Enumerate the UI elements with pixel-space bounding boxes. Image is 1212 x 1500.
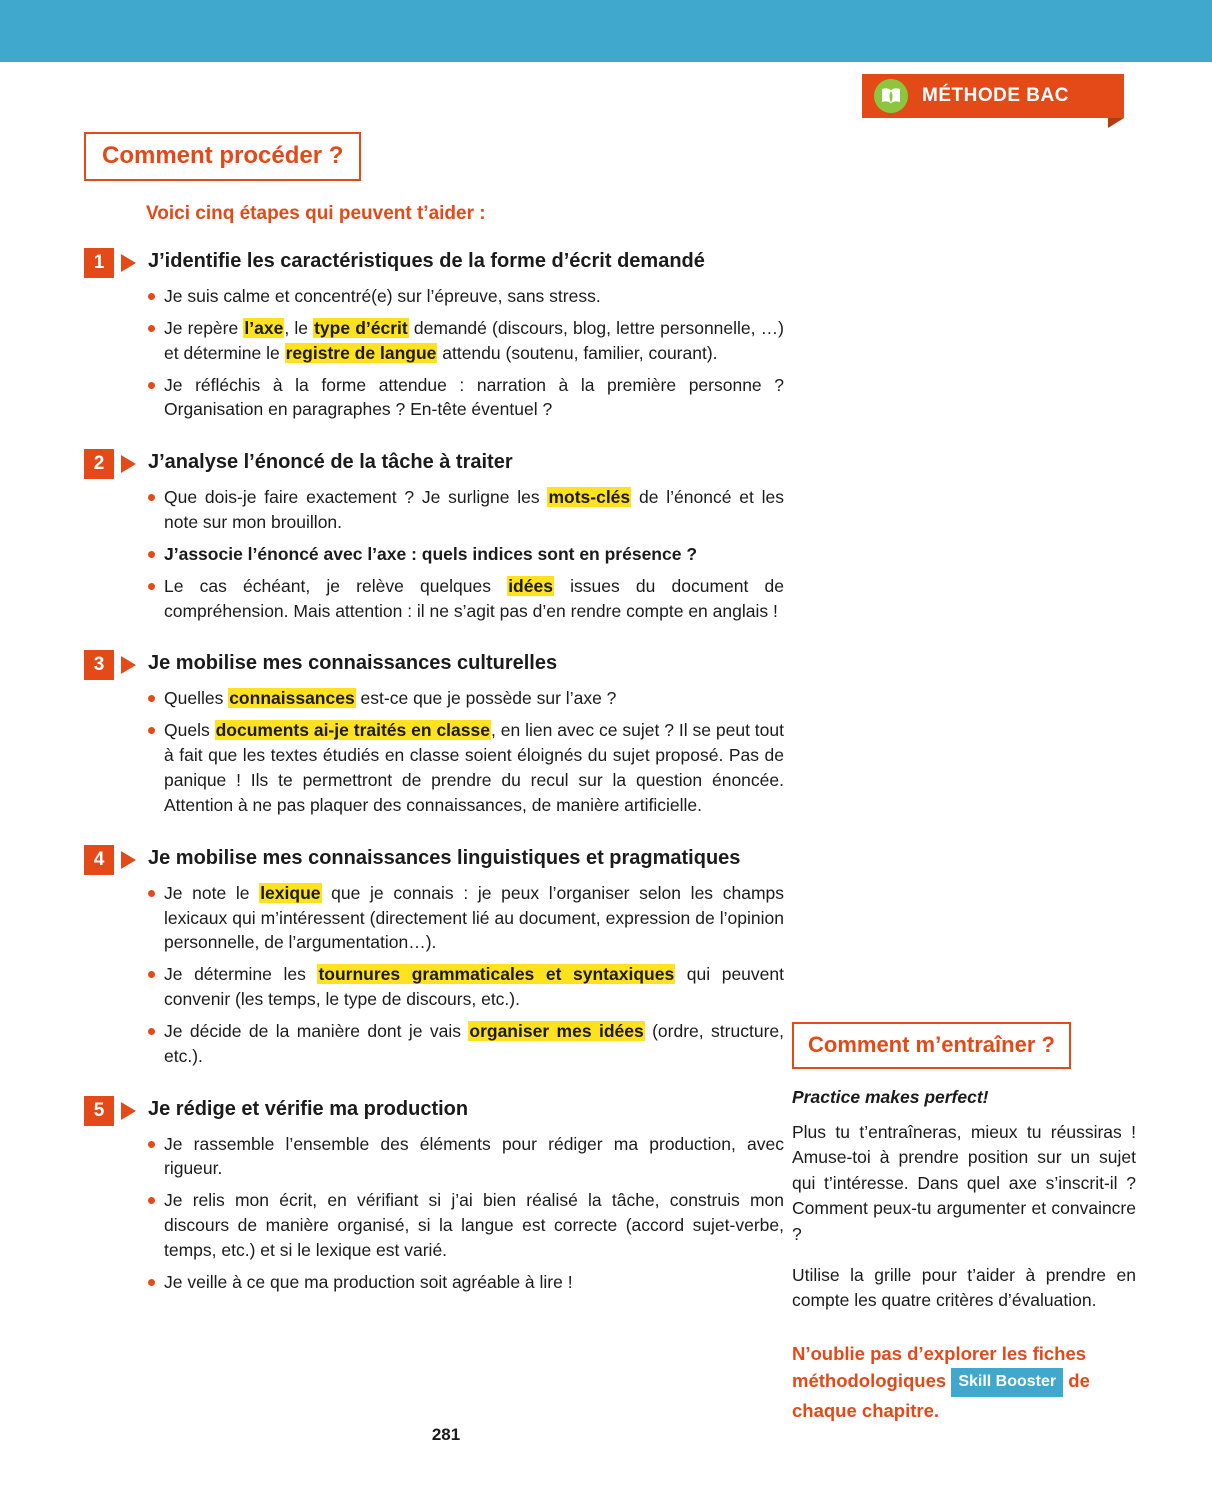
- top-color-band: [0, 0, 1212, 62]
- bullet-item: [146, 1270, 784, 1295]
- page-number-value: 281: [431, 1425, 461, 1444]
- text-run: Quels: [164, 720, 215, 741]
- text-run: Je décide de la manière dont je vais: [164, 1020, 469, 1041]
- arrow-right-icon: [121, 455, 136, 473]
- book-leaf-icon: [874, 79, 908, 113]
- page-number: [0, 1425, 1212, 1445]
- text-run: Que dois-je faire exactement ? Je surligne les: [164, 487, 548, 508]
- step-header: [84, 448, 784, 479]
- step-number: 1: [84, 248, 114, 278]
- step: [84, 448, 784, 623]
- sidebar-paragraph: Utilise la grille pour t’aider à prendre en compte les quatre critères d’évaluation.: [792, 1264, 1136, 1311]
- step-title: Je mobilise mes connaissances culturelles: [148, 652, 558, 675]
- text-run: attendu (soutenu, familier, courant).: [437, 342, 718, 363]
- text-run: est-ce que je possède sur l’axe ?: [355, 688, 617, 709]
- bullet-item: [146, 962, 784, 1012]
- bullet-item: [146, 686, 784, 711]
- highlighted-text: organiser mes idées: [469, 1020, 644, 1041]
- step-bullets: [146, 686, 784, 817]
- text-run: Je note le: [164, 882, 260, 903]
- text-run: Je suis calme et concentré(e) sur l’épreuve, sans stress.: [164, 286, 601, 306]
- highlighted-text: tournures grammaticales et syntaxiques: [318, 964, 675, 985]
- bullet-item: [146, 316, 784, 366]
- highlighted-text: lexique: [260, 882, 321, 903]
- text-run: Je réfléchis à la forme attendue : narration à la première personne ? Organisation en paragraphes ? En-tête éventuel ?: [164, 374, 784, 420]
- arrow-right-icon: [121, 656, 136, 674]
- step-bullets: [146, 485, 784, 623]
- methode-bac-badge: [862, 74, 1124, 118]
- sidebar-title: Comment m’entraîner ?: [792, 1022, 1071, 1069]
- step-header: [84, 1095, 784, 1126]
- text-run: Je repère: [164, 317, 244, 338]
- highlighted-text: l’axe: [244, 317, 284, 338]
- highlighted-text: mots-clés: [548, 487, 631, 508]
- text-run: issues du document de compréhension. Mais attention : il ne s’agit pas d’en rendre compte en anglais !: [164, 575, 785, 621]
- page-title: Comment procéder ?: [84, 132, 361, 181]
- step-bullets: [146, 881, 784, 1069]
- highlighted-text: documents ai-je traités en classe: [215, 720, 490, 741]
- sidebar-paragraph: Plus tu t’entraîneras, mieux tu réussiras ! Amuse-toi à prendre position sur un sujet qui t’intéresse. Dans quel axe s’inscrit-il ? Comment peux-tu argumenter et convaincre ?: [792, 1122, 1136, 1244]
- text-run: Quelles: [164, 688, 229, 709]
- highlighted-text: registre de langue: [285, 342, 437, 363]
- step-number: 3: [84, 650, 114, 680]
- highlighted-text: idées: [508, 575, 553, 596]
- step: [84, 649, 784, 817]
- bullet-item: [146, 1188, 784, 1263]
- step-title: J’identifie les caractéristiques de la forme d’écrit demandé: [148, 250, 705, 272]
- bullet-item: [146, 1019, 784, 1069]
- badge-label: MÉTHODE BAC: [922, 85, 1069, 106]
- text-run: de l’énoncé et les note sur mon brouillon.: [164, 487, 784, 533]
- step-header: [84, 247, 784, 278]
- steps-list: [84, 247, 784, 1295]
- step-bullets: [146, 284, 784, 422]
- step-number: 5: [84, 1096, 114, 1126]
- text-run: Je rassemble l’ensemble des éléments pour rédiger ma production, avec rigueur.: [164, 1133, 784, 1179]
- text-run: Je relis mon écrit, en vérifiant si j’ai bien réalisé la tâche, construis mon discours de manière organisé, si la langue est correcte (accord sujet-verbe, temps, etc.) et si le lexique est varié.: [164, 1190, 784, 1260]
- text-run: Je veille à ce que ma production soit agréable à lire !: [164, 1271, 573, 1292]
- step-header: [84, 649, 784, 680]
- highlighted-text: connaissances: [229, 688, 355, 709]
- step-title: Je mobilise mes connaissances linguistiques et pragmatiques: [148, 846, 741, 869]
- step-title: J’analyse l’énoncé de la tâche à traiter: [148, 451, 513, 474]
- sidebar-final-note: [792, 1340, 1136, 1426]
- main-column: [84, 132, 784, 1321]
- text-run: , en lien avec ce sujet ? Il se peut tout à fait que les textes étudiés en classe soient éloignés du sujet proposé. Pas de panique ! Ils te permettront de prendre du recul sur la question énoncée. Attention à ne pas plaquer des connaissances, de manière artificielle.: [164, 720, 784, 815]
- text-run: demandé (discours, blog, lettre personnelle, …) et détermine le: [164, 317, 784, 363]
- step-header: [84, 844, 784, 875]
- sidebar-tagline: Practice makes perfect!: [792, 1087, 989, 1107]
- text-run: Le cas échéant, je relève quelques: [164, 575, 508, 596]
- bullet-item: [146, 1132, 784, 1182]
- page-subtitle: Voici cinq étapes qui peuvent t’aider :: [146, 203, 486, 224]
- bullet-item: [146, 373, 784, 423]
- sidebar-final-after: de chaque chapitre.: [792, 1370, 1090, 1422]
- bullet-item: [146, 574, 784, 624]
- text-run: Je détermine les: [164, 964, 318, 985]
- step-number: 2: [84, 449, 114, 479]
- arrow-right-icon: [121, 851, 136, 869]
- text-run: , le: [284, 317, 314, 338]
- bullet-item: [146, 881, 784, 956]
- text-run: qui peuvent convenir (les temps, le type de discours, etc.).: [164, 964, 784, 1010]
- bullet-item: [146, 485, 784, 535]
- step: [84, 247, 784, 422]
- text-run: (ordre, structure, etc.).: [164, 1020, 784, 1066]
- bullet-item: [146, 284, 784, 309]
- bullet-item: [146, 542, 784, 567]
- step-title: Je rédige et vérifie ma production: [148, 1097, 469, 1120]
- sidebar-column: [792, 1022, 1136, 1425]
- bold-text: J’associe l’énoncé avec l’axe : quels indices sont en présence ?: [164, 543, 698, 564]
- highlighted-text: type d’écrit: [314, 317, 408, 338]
- arrow-right-icon: [121, 1102, 136, 1120]
- skill-booster-badge: Skill Booster: [951, 1368, 1063, 1397]
- text-run: que je connais : je peux l’organiser selon les champs lexicaux qui m’intéressent (directement lié au document, expression de l’opinion personnelle, de l’argumentation…).: [164, 882, 785, 953]
- step: [84, 1095, 784, 1295]
- bullet-item: [146, 718, 784, 817]
- arrow-right-icon: [121, 254, 136, 272]
- sidebar-final-before: N’oublie pas d’explorer les fiches méthodologiques: [792, 1342, 1087, 1392]
- step-number: 4: [84, 845, 114, 875]
- step: [84, 844, 784, 1069]
- step-bullets: [146, 1132, 784, 1295]
